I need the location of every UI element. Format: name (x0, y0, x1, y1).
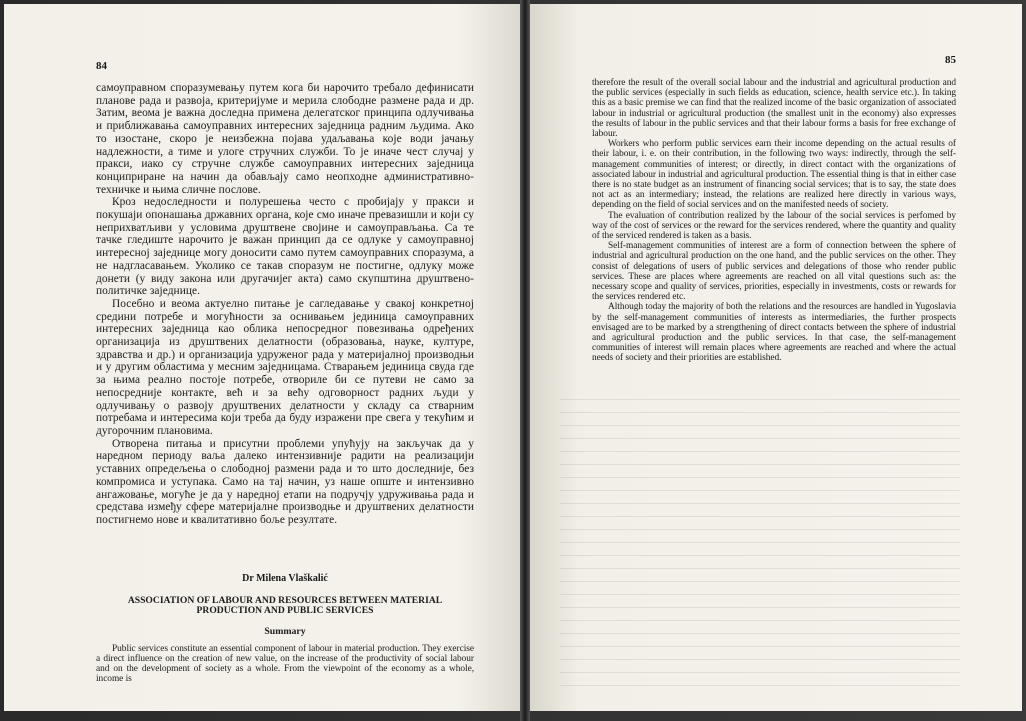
summary-text (96, 644, 474, 685)
summary-paragraph: Public services constitute an essential component of labour in material production. They exercise a direct influence on the creation of new value, on the increase of the productivity of social labour and on the development of society as a whole. From the viewpoint of the economy as a whole, income is (96, 643, 474, 685)
body-paragraph: Отворена питања и присутни проблеми упућују на закључак да у наредном периоду ваља далеко интензивније радити на реализацији уставних опредељења о слободној размени рада и то што доследније, без компромиса и уступака. Само на тај начин, уз наше опште и интензивно ангажовање, могуће је да у наредној етапи на подручју удруживања рада и средстава између сфере материјалне производње и друштвених делатности постигнемо нове и квалитативно боље резултате. (96, 437, 474, 526)
page-number-left: 84 (96, 60, 107, 72)
summary-paragraph: therefore the result of the overall social labour and the industrial and agricultural production and the public services (especially in such fields as education, science, health service etc.). In taking this as a basic premise we can find that the realized income of the basic organization of associated labour in industrial or agricultural production (the smallest unit in the economy) also expresses the results of labour in the public services and that their labour forms a basis for free exchange of labour. (592, 78, 956, 140)
body-paragraph: Кроз недоследности и полурешења често с пробијају у пракси и покушаји опонашања државних органа, које смо иначе превазишли и који су неприхватљиви у условима друштвене својине и самоуправљања. Са те тачке гледиште нарочито је важан принцип да се одлуке у самоуправној интересној заједнице могу доносити само путем самоуправних споразума, а не надгласавањем. Уколико се такав споразум не постигне, одлуку може донети (у виду закона или другачијег акта) само скупштина друштвено-политичке заједнице. (96, 196, 474, 298)
right-page (530, 4, 1022, 711)
article-title: ASSOCIATION OF LABOUR AND RESOURCES BETWEEN MATERIAL PRODUCTION AND PUBLIC SERVICES (127, 594, 443, 617)
serbian-body-text (96, 82, 474, 527)
summary-heading: Summary (264, 625, 306, 637)
book-gutter (520, 0, 530, 721)
body-paragraph: самоуправном споразумевању путем кога би нарочито требало дефинисати планове рада и развоја, критеријуме и мерила слободне размене рада и др. Затим, веома је важна доследна примена делегатског принципа одлучивања и приближавања самоуправних интересних заједница радним људима. Ако то изостане, скоро је неизбежна појава удаљавања које води јачању надлежности, а тиме и улоге стручних служби. То је иначе чест случај у пракси, иако су стручне службе самоуправних интересних заједница конциприране на начин да обављају само неопходне административно-техничке и њима сличне послове. (96, 82, 474, 196)
summary-paragraph: The evaluation of contribution realized by the labour of the social services is perfomed by way of the cost of services or the reward for the services rendered, where the quantity and quality of the serviced rendered is taken as a basis. (592, 210, 956, 242)
left-page (4, 4, 520, 711)
summary-paragraph: Self-management communities of interest are a form of connection between the sphere of industrial and agricultural production on the one hand, and the public services on the other. They consist of delegations of users of public services and delegations of those who render public services. These are places where agreements are reached on all vital questions such as: the necessary scope and quality of services, priorities, especially in investments, costs or rewards for the services rendered etc. (592, 241, 956, 303)
english-summary-continued (592, 78, 956, 364)
summary-paragraph: Although today the majority of both the relations and the resources are handled in Yugoslavia by the self-management communities of interests as intermediaries, the further prospects envisaged are to be marked by a strengthening of direct contacts between the sphere of industrial and agricultural production and the public services. In that case, the self-management communities of interest will remain places where agreements are reached and where the actual needs of society and their priorities are established. (592, 302, 956, 364)
author-name: Dr Milena Vlaškalić (242, 572, 328, 584)
page-number-right: 85 (945, 54, 956, 66)
summary-paragraph: Workers who perform public services earn their income depending on the actual results of their labour, i. e. on their contribution, in the following two ways: indirectly, through the self-management communities of interest; or directly, in direct contact with the organizations of associated labour in industrial and agricultural production. The essential thing is that in either case there is no state budget as an instrument of financing social services; that is to say, the state does not act as an intermediary; instead, the relations are realized here directly in various ways, depending on the field of social services and on the manifested needs of society. (592, 139, 956, 211)
body-paragraph: Посебно и веома актуелно питање је сагледавање у свакој конкретној средини потребе и могућности за оснивањем јединица самоуправних интересних заједница као облика непосредног повезивања одређених организација из друштвених делатности (образовања, науке, културе, здравства и др.) и организација удруженог рада у материјалној производњи и у другим областима у месним заједницама. Стварањем јединица свуда где за њима реално постоје потребе, отвориле би се путеви не само за непосредније контакте, већ и за већу одговорност радних људи у одлучивању о развоју друштвених делатности у складу са стварним потребама и интересима који треба да буду изражени пре свега у текућим и дугорочним плановима. (96, 297, 474, 437)
